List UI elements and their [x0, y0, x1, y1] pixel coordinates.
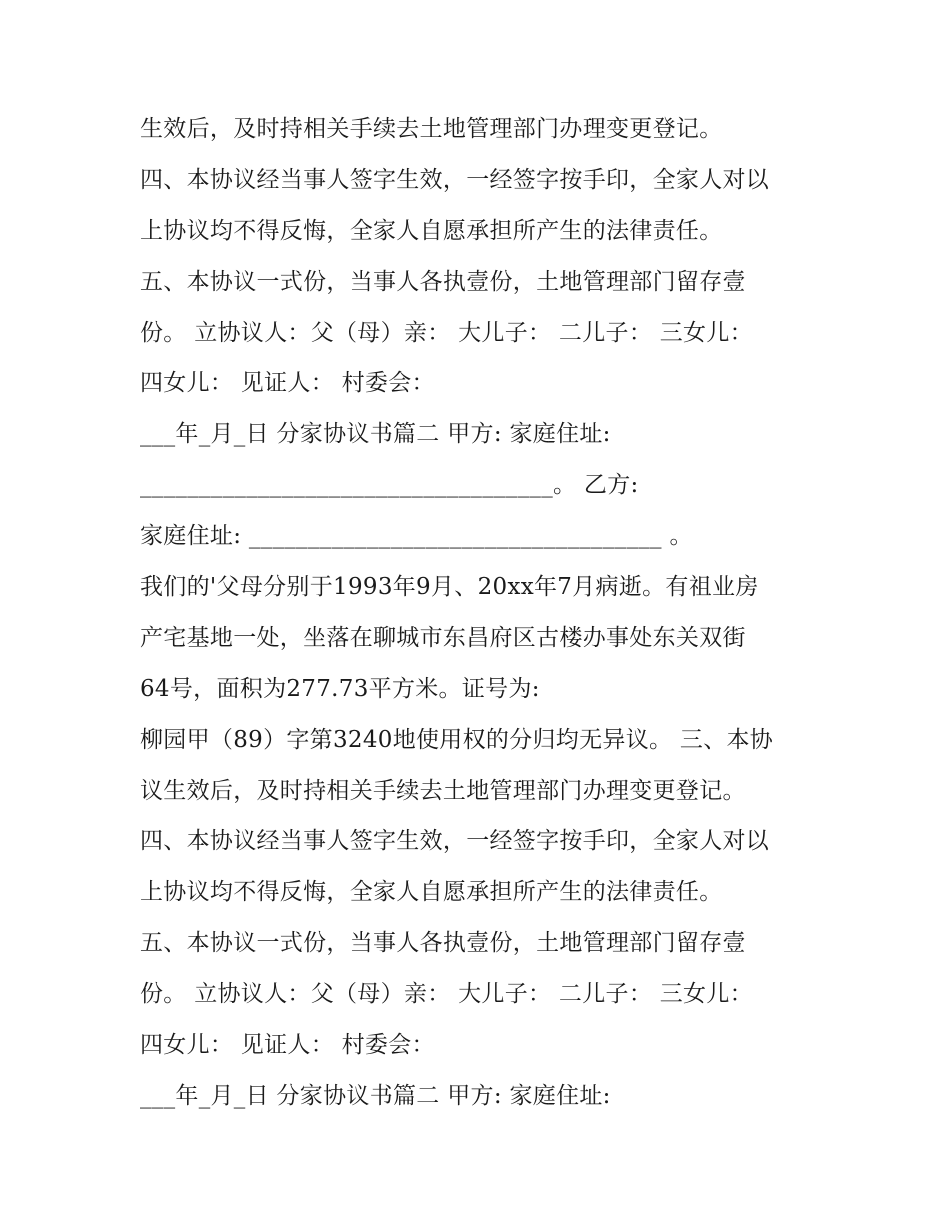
paragraph-line: 上协议均不得反悔，全家人自愿承担所产生的法律责任。: [140, 879, 723, 906]
paragraph-line: ___________________________________。 乙方:: [140, 472, 639, 499]
paragraph-line: 议生效后，及时持相关手续去土地管理部门办理变更登记。: [140, 777, 746, 804]
paragraph-line: 64号，面积为277.73平方米。证号为:: [140, 675, 540, 702]
paragraph-line: 生效后，及时持相关手续去土地管理部门办理变更登记。: [140, 116, 723, 142]
paragraph-line: 五、本协议一式份，当事人各执壹份，土地管理部门留存壹: [140, 268, 746, 295]
paragraph-line: 柳园甲（89）字第3240地使用权的分归均无异议。 三、本协: [140, 726, 774, 753]
paragraph-line: 家庭住址: ___________________________________ 。: [140, 523, 693, 550]
paragraph-line: ___年_月_日 分家协议书篇二 甲方: 家庭住址:: [140, 421, 611, 448]
paragraph-line: 我们的'父母分别于1993年9月、20xx年7月病逝。有祖业房: [140, 574, 759, 601]
paragraph-line: 产宅基地一处，坐落在聊城市东昌府区古楼办事处东关双街: [140, 624, 746, 651]
paragraph-line: 份。 立协议人：父（母）亲： 大儿子： 二儿子： 三女儿：: [140, 319, 753, 346]
paragraph-line: 五、本协议一式份，当事人各执壹份，土地管理部门留存壹: [140, 930, 746, 957]
paragraph-line: 上协议均不得反悔，全家人自愿承担所产生的法律责任。: [140, 217, 723, 244]
document-body: [140, 107, 830, 1125]
paragraph-line: 四女儿： 见证人： 村委会：: [140, 1032, 435, 1059]
paragraph-line: 四女儿： 见证人： 村委会：: [140, 370, 435, 397]
paragraph-line: 四、本协议经当事人签字生效，一经签字按手印，全家人对以: [140, 828, 770, 855]
paragraph-line: ___年_月_日 分家协议书篇二 甲方: 家庭住址:: [140, 1082, 611, 1109]
paragraph-line: 份。 立协议人：父（母）亲： 大儿子： 二儿子： 三女儿：: [140, 981, 753, 1008]
paragraph-line: 四、本协议经当事人签字生效，一经签字按手印，全家人对以: [140, 166, 770, 193]
